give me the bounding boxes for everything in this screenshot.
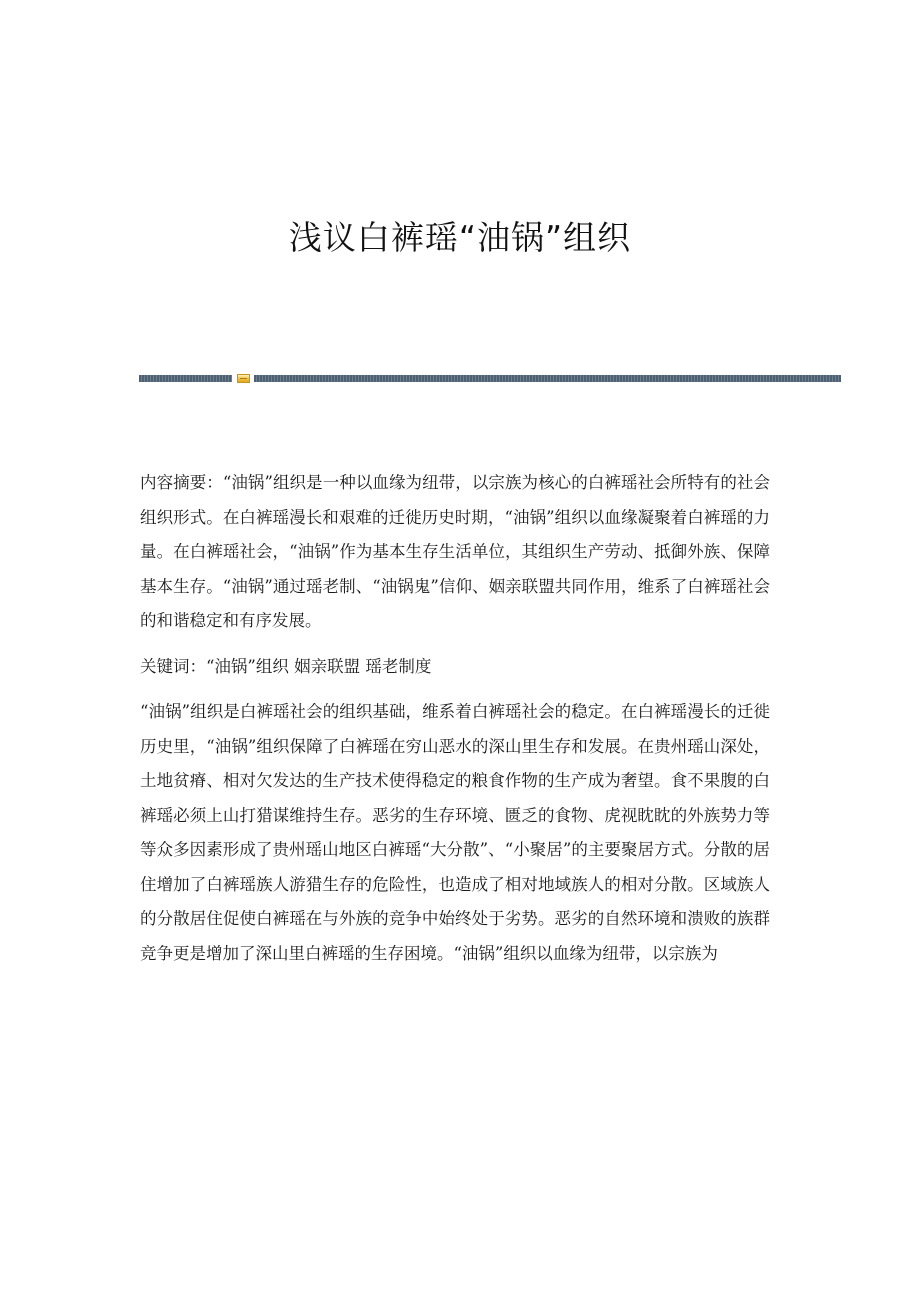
divider-bar-right	[254, 375, 841, 382]
divider-bar-left	[139, 375, 232, 382]
divider-ornament-icon	[237, 374, 250, 383]
title-divider	[139, 374, 841, 383]
abstract-paragraph: 内容摘要：“油锅”组织是一种以血缘为纽带，以宗族为核心的白裤瑶社会所特有的社会组织形式。在白裤瑶漫长和艰难的迁徙历史时期，“油锅”组织以血缘凝聚着白裤瑶的力量。在白裤瑶社会，“油锅”作为基本生存生活单位，其组织生产劳动、抵御外族、保障基本生存。“油锅”通过瑶老制、“油锅鬼”信仰、姻亲联盟共同作用，维系了白裤瑶社会的和谐稳定和有序发展。	[140, 473, 770, 630]
document-body	[140, 466, 770, 971]
document-title: 浅议白裤瑶“油锅”组织	[288, 218, 632, 257]
keywords-line: 关键词：“油锅”组织 姻亲联盟 瑶老制度	[140, 656, 432, 676]
body-paragraph: “油锅”组织是白裤瑶社会的组织基础，维系着白裤瑶社会的稳定。在白裤瑶漫长的迁徙历史里，“油锅”组织保障了白裤瑶在穷山恶水的深山里生存和发展。在贵州瑶山深处，土地贫瘠、相对欠发达的生产技术使得稳定的粮食作物的生产成为奢望。食不果腹的白裤瑶必须上山打猎谋维持生存。恶劣的生存环境、匮乏的食物、虎视眈眈的外族势力等等众多因素形成了贵州瑶山地区白裤瑶“大分散”、“小聚居”的主要聚居方式。分散的居住增加了白裤瑶族人游猎生存的危险性，也造成了相对地域族人的相对分散。区域族人的分散居住促使白裤瑶在与外族的竞争中始终处于劣势。恶劣的自然环境和溃败的族群竞争更是增加了深山里白裤瑶的生存困境。“油锅”组织以血缘为纽带，以宗族为	[140, 702, 770, 963]
